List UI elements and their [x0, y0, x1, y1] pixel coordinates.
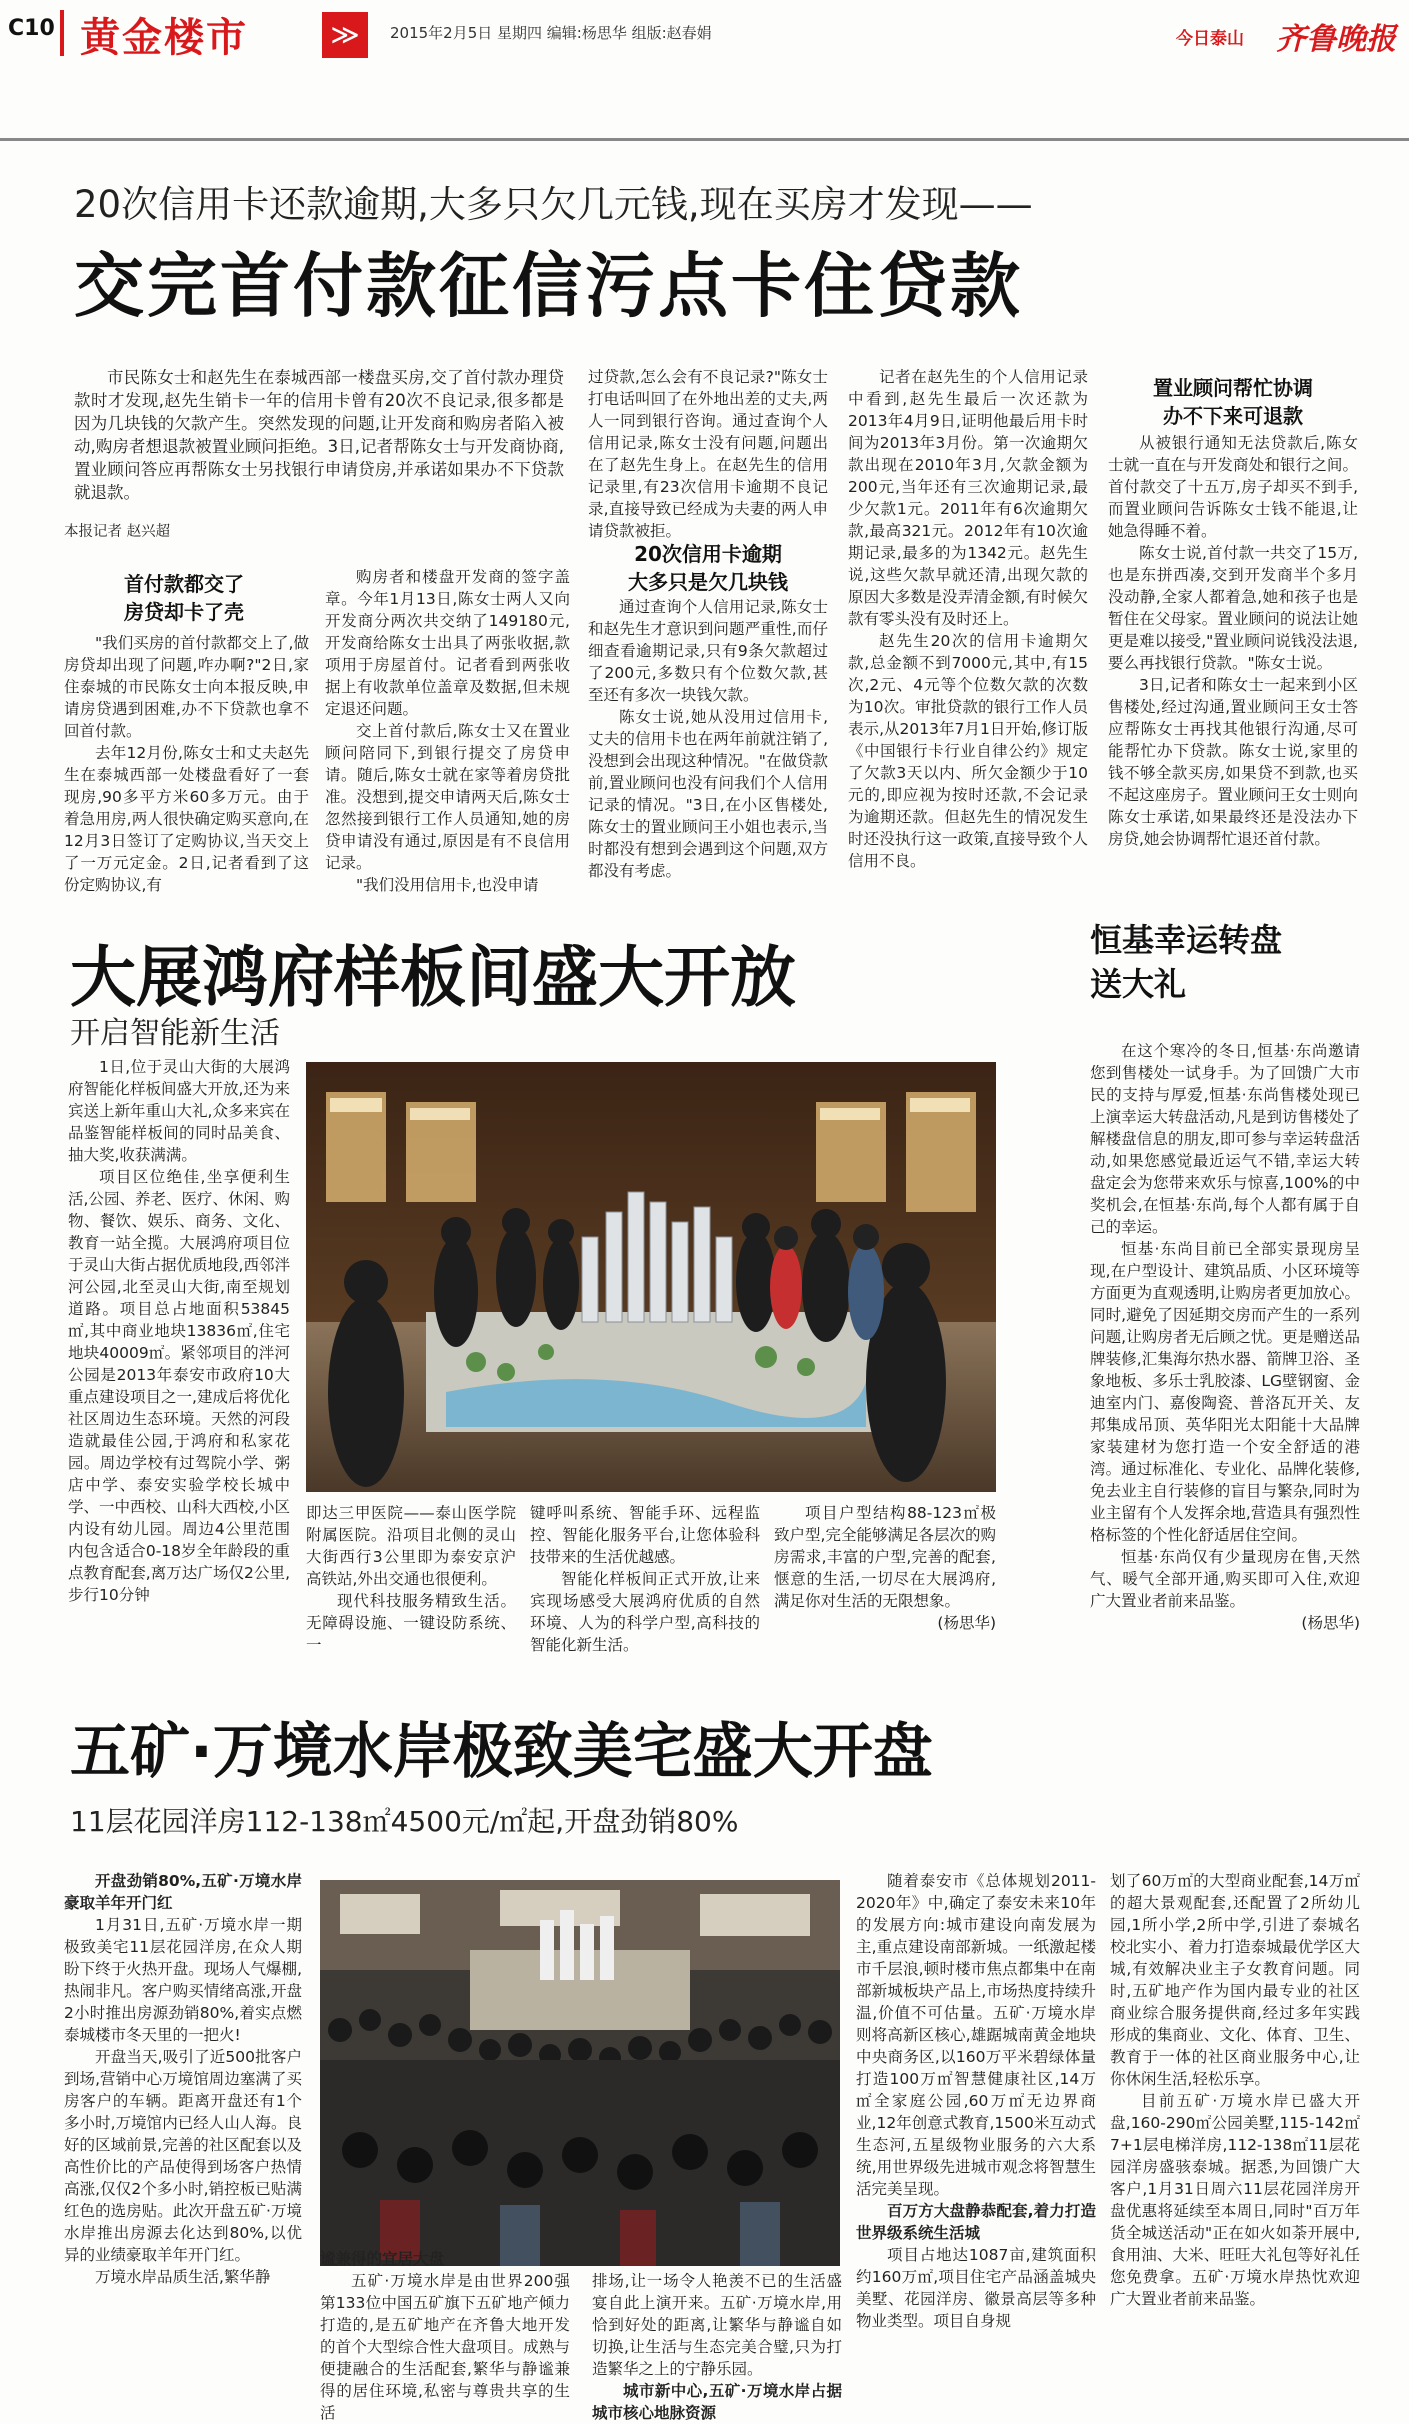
- article3-column-4: [856, 1870, 1096, 2332]
- sidebar-body: [1090, 1040, 1360, 1634]
- paragraph: 通过查询个人信用记录,陈女士和赵先生才意识到问题严重性,而仔细查看逾期记录,只有9条欠款超过了200元,多数只有个位数欠款,甚至还有多次一块钱欠款。: [588, 598, 828, 704]
- section-title: 黄金楼市: [80, 15, 248, 61]
- paragraph: (杨思华): [1301, 1614, 1360, 1632]
- opening-event-photo: [320, 1880, 840, 2266]
- article1-subhead-1: 首付款都交了 房贷却卡了壳: [124, 572, 244, 624]
- article1-column-2: [325, 566, 570, 896]
- paragraph: 赵先生20次的信用卡逾期欠款,总金额不到7000元,其中,有15次,2元、4元等个位数欠款的次数为10次。审批贷款的银行工作人员表示,从2013年7月1日开始,修订版《中国银行卡行业自律公约》规定了欠款3天以内、所欠金额少于10元的,即应视为按时还款,不会记录为逾期还款。但赵先生的情况发生时还没执行这一政策,直接导致个人信用不良。: [848, 632, 1088, 870]
- paragraph: "我们没用信用卡,也没申请: [356, 876, 539, 894]
- paragraph: 随着泰安市《总体规划2011-2020年》中,确定了泰安未来10年的发展方向:城市建设向南发展为主,重点建设南部新城。一纸激起楼市千层浪,顿时楼市焦点都集中在南部新城板块产品上,市场热度持续升温,价值不可估量。五矿·万境水岸则将高新区核心,雄踞城南黄金地块中央商务区,以160万平米碧绿体量打造100万㎡智慧健康社区,14万㎡全家庭公园,60万㎡无边界商业,12年创意式教育,1500米互动式生态河,五星级物业服务的六大系统,用世界级先进城市观念将智慧生活完美呈现。: [856, 1872, 1096, 2198]
- paragraph: 1月31日,五矿·万境水岸一期极致美宅11层花园洋房,在众人期盼下终于火热开盘。现场人气爆棚,热闹非凡。客户购买情绪高涨,开盘2小时推出房源劲销80%,着实点燃泰城楼市冬天里的一把火!: [64, 1916, 302, 2044]
- section-arrow-icon: ≫: [322, 12, 368, 58]
- article3-col2-heading: 谧兼得的宜居大盘: [320, 2250, 445, 2268]
- article3-column-5: [1110, 1870, 1360, 2310]
- paragraph: 3日,记者和陈女士一起来到小区售楼处,经过沟通,置业顾问王女士答应帮陈女士再找其他银行沟通,尽可能帮忙办下贷款。陈女士说,家里的钱不够全款买房,如果贷不到款,也买不起这座房子。置业顾问王女士则向陈女士承诺,如果最终还是没法办下房贷,她会协调帮忙退还首付款。: [1108, 676, 1358, 848]
- paragraph: 智能化样板间正式开放,让来宾现场感受大展鸿府优质的自然环境、人为的科学户型,高科技的智能化新生活。: [530, 1570, 760, 1654]
- article2-column-3: [530, 1502, 760, 1656]
- article3-subtitle: 11层花园洋房112-138㎡4500元/㎡起,开盘劲销80%: [70, 1805, 739, 1838]
- paragraph: 从被银行通知无法贷款后,陈女士就一直在与开发商处和银行之间。首付款交了十五万,房子却买不到手,而置业顾问告诉陈女士钱不能退,让她急得睡不着。: [1108, 434, 1358, 540]
- paragraph: 购房者和楼盘开发商的签字盖章。今年1月13日,陈女士两人又向开发商分两次共交纳了149180元,开发商给陈女士出具了两张收据,款项用于房屋首付。记者看到两张收据上有收款单位盖章及数据,但未规定退还问题。: [325, 568, 570, 718]
- article1-column-5: [1108, 432, 1358, 850]
- article3-column-3: [592, 2270, 842, 2424]
- article1-title: 交完首付款征信污点卡住贷款: [74, 245, 1023, 327]
- article2-column-1: [68, 1056, 290, 1606]
- paragraph: 排场,让一场令人艳羡不已的生活盛宴自此上演开来。五矿·万境水岸,用恰到好处的距离,让繁华与静谧自如切换,让生活与生态完美合璧,只为打造繁华之上的宁静乐园。: [592, 2272, 842, 2378]
- showroom-photo: [306, 1062, 996, 1492]
- article3-column-1: [64, 1870, 302, 2288]
- article1-subtitle: 20次信用卡还款逾期,大多只欠几元钱,现在买房才发现——: [74, 183, 1033, 226]
- article2-title: 大展鸿府样板间盛大开放: [70, 939, 796, 1016]
- paragraph: 城市新中心,五矿·万境水岸占据城市核心地脉资源: [592, 2382, 842, 2422]
- paragraph: 万境水岸品质生活,繁华静: [95, 2268, 271, 2286]
- paragraph: 即达三甲医院——泰山医学院附属医院。沿项目北侧的灵山大街西行3公里即为泰安京沪高铁站,外出交通也很便利。: [306, 1504, 516, 1588]
- article1-column-4: [848, 366, 1088, 872]
- lead-paragraph: 市民陈女士和赵先生在泰城西部一楼盘买房,交了首付款办理贷款时才发现,赵先生销卡一年的信用卡曾有20次不良记录,很多都是因为几块钱的欠款产生。突然发现的问题,让开发商和购房者陷入被动,购房者想退款被置业顾问拒绝。3日,记者帮陈女士与开发商协商,置业顾问答应再帮陈女士另找银行申请贷房,并承诺如果办不下贷款就退款。: [74, 368, 564, 502]
- paragraph: 陈女士说,她从没用过信用卡,丈夫的信用卡也在两年前就注销了,没想到会出现这种情况。"在做贷款前,置业顾问也没有问我们个人信用记录的情况。"3日,在小区售楼处,陈女士的置业顾问王小姐也表示,当时都没有想到会遇到这个问题,双方都没有考虑。: [588, 708, 828, 880]
- paragraph: 交上首付款后,陈女士又在置业顾问陪同下,到银行提交了房贷申请。随后,陈女士就在家等着房贷批准。没想到,提交申请两天后,陈女士忽然接到银行工作人员通知,她的房贷申请没有通过,原因是有不良信用记录。: [325, 722, 570, 872]
- article2-column-2: [306, 1502, 516, 1656]
- paragraph: 项目户型结构88-123㎡极致户型,完全能够满足各层次的购房需求,丰富的户型,完善的配套,惬意的生活,一切尽在大展鸿府,满足你对生活的无限想象。: [774, 1504, 996, 1610]
- paragraph: 开盘当天,吸引了近500批客户到场,营销中心万境馆周边塞满了买房客户的车辆。距离开盘还有1个多小时,万境馆内已经人山人海。良好的区域前景,完善的社区配套以及高性价比的产品使得到场客户热情高涨,仅仅2个多小时,销控板已贴满红色的选房贴。此次开盘五矿·万境水岸推出房源去化达到80%,以优异的业绩豪取羊年开门红。: [64, 2048, 302, 2264]
- paragraph: (杨思华): [937, 1614, 996, 1632]
- paragraph: 项目区位绝佳,坐享便利生活,公园、养老、医疗、休闲、购物、餐饮、娱乐、商务、文化、教育一站全揽。大展鸿府项目位于灵山大街占据优质地段,西邻泮河公园,北至灵山大街,南至规划道路。项目总占地面积53845㎡,其中商业地块13836㎡,住宅地块40009㎡。紧邻项目的泮河公园是2013年泰安市政府10大重点建设项目之一,建成后将优化社区周边生态环境。天然的河段造就最佳公园,于鸿府和私家花园。周边学校有过驾院小学、粥店中学、泰安实验学校长城中学、一中西校、山科大西校,小区内设有幼儿园。周边4公里范围内包含适合0-18岁全年龄段的重点教育配套,离万达广场仅2公里,步行10分钟: [68, 1168, 290, 1604]
- article2-subtitle: 开启智能新生活: [70, 1016, 280, 1051]
- paragraph: 陈女士说,首付款一共交了15万,也是东拼西凑,交到开发商半个多月没动静,全家人都着急,她和孩子也是暂住在父母家。置业顾问的说法让她更是难以接受,"置业顾问说钱没法退,要么再找银行贷款。"陈女士说。: [1108, 544, 1358, 672]
- paragraph: 去年12月份,陈女士和丈夫赵先生在泰城西部一处楼盘看好了一套现房,90多平方米60多万元。由于着急用房,两人很快确定购买意向,在12月3日签订了定购协议,当天交上了一万元定金。2日,记者看到了这份定购协议,有: [64, 744, 309, 894]
- dateline: 2015年2月5日 星期四 编辑:杨思华 组版:赵春娟: [390, 24, 712, 42]
- paragraph: 恒基·东尚仅有少量现房在售,天然气、暖气全部开通,购买即可入住,欢迎广大置业者前来品鉴。: [1090, 1548, 1360, 1610]
- article3-title: 五矿·万境水岸极致美宅盛大开盘: [70, 1717, 933, 1787]
- article2-column-4: [774, 1502, 996, 1634]
- article1-column-3b: [588, 596, 828, 882]
- article1-subhead-2: 20次信用卡逾期 大多只是欠几块钱: [628, 542, 788, 594]
- masthead-divider: [60, 10, 64, 56]
- article1-column-3a: [588, 366, 828, 542]
- paragraph: 记者在赵先生的个人信用记录中看到,赵先生最后一次还款为2013年4月9日,证明他最后用卡时间为2013年3月份。第一次逾期欠款出现在2010年3月,欠款金额为200元,当年还有三次逾期记录,最少欠款1元。2011年有6次逾期欠款,最高321元。2012年有10次逾期记录,最多的为1342元。赵先生说,这些欠款早就还清,出现欠款的原因大多数是没弄清金额,有时候欠款有零头没有及时还上。: [848, 368, 1088, 628]
- sidebar-title: 恒基幸运转盘 送大礼: [1090, 921, 1283, 1003]
- paragraph: 百万方大盘静恭配套,着力打造世界级系统生活城: [856, 2202, 1096, 2242]
- page-number: C10: [8, 16, 55, 41]
- paragraph: 目前五矿·万境水岸已盛大开盘,160-290㎡公园美墅,115-142㎡7+1层电梯洋房,112-138㎡11层花园洋房盛骇泰城。据悉,为回馈广大客户,1月31日周六11层花园洋房开盘优惠将延续至本周日,同时"百万年货全城送活动"正在如火如荼开展中,食用油、大米、旺旺大礼包等好礼任您免费拿。五矿·万境水岸热忱欢迎广大置业者前来品鉴。: [1110, 2092, 1360, 2308]
- article1-column-1: [64, 632, 309, 896]
- paragraph: 划了60万㎡的大型商业配套,14万㎡的超大景观配套,还配置了2所幼儿园,1所小学,2所中学,引进了泰城名校北实小、着力打造泰城最优学区大城,有效解决业主子女教育问题。同时,五矿地产作为国内最专业的社区商业综合服务提供商,经过多年实践形成的集商业、文化、体育、卫生、教育于一体的社区商业服务中心,让你休闲生活,轻松乐享。: [1110, 1872, 1360, 2088]
- newspaper-logo: 齐鲁晚报: [1276, 22, 1396, 57]
- paragraph: 开盘劲销80%,五矿·万境水岸豪取羊年开门红: [64, 1872, 302, 1912]
- paragraph: "我们买房的首付款都交上了,做房贷却出现了问题,咋办啊?"2日,家住泰城的市民陈女士向本报反映,申请房贷遇到困难,办不下贷款也拿不回首付款。: [64, 634, 309, 740]
- paragraph: 键呼叫系统、智能手环、远程监控、智能化服务平台,让您体验科技带来的生活优越感。: [530, 1504, 760, 1566]
- article1-subhead-3: 置业顾问帮忙协调 办不下来可退款: [1153, 376, 1313, 428]
- paragraph: 现代科技服务精致生活。无障碍设施、一键设防系统、一: [306, 1592, 516, 1654]
- paragraph: 项目占地达1087亩,建筑面积约160万㎡,项目住宅产品涵盖城央美墅、花园洋房、徽景高层等多种物业类型。项目自身规: [856, 2246, 1096, 2330]
- article1-lead: [74, 366, 564, 504]
- paragraph: 五矿·万境水岸是由世界200强第133位中国五矿旗下五矿地产倾力打造的,是五矿地产在齐鲁大地开发的首个大型综合性大盘项目。成熟与便捷融合的生活配套,繁华与静谧兼得的居住环境,私密与尊贵共享的生活: [320, 2272, 570, 2422]
- paragraph: 恒基·东尚目前已全部实景现房呈现,在户型设计、建筑品质、小区环境等方面更为直观透明,让购房者更加放心。同时,避免了因延期交房而产生的一系列问题,让购房者无后顾之忧。更是赠送品牌装修,汇集海尔热水器、箭牌卫浴、圣象地板、多乐士乳胶漆、LG壁钢窗、金迪室内门、嘉俊陶瓷、普洛瓦开关、友邦集成吊顶、英华阳光太阳能十大品牌家装建材为您打造一个安全舒适的港湾。通过标准化、专业化、品牌化装修,免去业主自行装修的盲目与繁杂,同时为业主留有个人发挥余地,营造具有强烈性格标签的个性化舒适居住空间。: [1090, 1240, 1360, 1544]
- article3-column-2: [320, 2270, 570, 2424]
- paragraph: 在这个寒冷的冬日,恒基·东尚邀请您到售楼处一试身手。为了回馈广大市民的支持与厚爱,恒基·东尚售楼处现已上演幸运大转盘活动,凡是到访售楼处了解楼盘信息的朋友,即可参与幸运转盘活动,如果您感觉最近运气不错,幸运大转盘定会为您带来欢乐与惊喜,100%的中奖机会,在恒基·东尚,每个人都有属于自己的幸运。: [1090, 1042, 1360, 1236]
- article1-byline: 本报记者 赵兴超: [64, 524, 171, 540]
- header-rule: [0, 138, 1409, 141]
- edition-tag: 今日泰山: [1176, 29, 1244, 49]
- paragraph: 1日,位于灵山大街的大展鸿府智能化样板间盛大开放,还为来宾送上新年重山大礼,众多来宾在品鉴智能样板间的同时品美食、抽大奖,收获满满。: [68, 1058, 290, 1164]
- paragraph: 过贷款,怎么会有不良记录?"陈女士打电话叫回了在外地出差的丈夫,两人一同到银行咨询。通过查询个人信用记录,陈女士没有问题,问题出在了赵先生身上。在赵先生的信用记录里,有23次信用卡逾期不良记录,直接导致已经成为夫妻的两人申请贷款被拒。: [588, 368, 828, 540]
